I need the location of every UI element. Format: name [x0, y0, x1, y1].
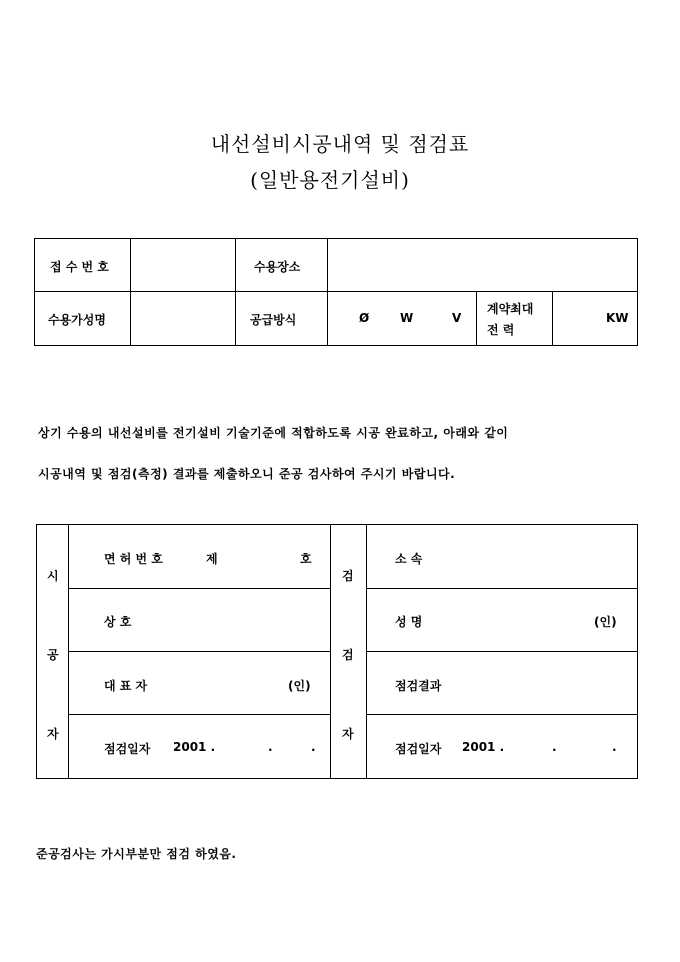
volt-unit: V: [452, 311, 462, 325]
builder-date-month-dot: .: [268, 740, 273, 754]
max-power-label-2: 전 력: [487, 323, 515, 337]
affiliation-label: 소 속: [395, 552, 423, 566]
representative-label: 대 표 자: [104, 679, 148, 693]
footer-note: 준공검사는 가시부분만 점검 하였음.: [36, 847, 237, 861]
bottom-row-line: [68, 714, 331, 715]
bottom-row-line: [366, 651, 637, 652]
inspection-date-day-dot: .: [612, 740, 617, 754]
builder-side-char-1: 시: [47, 569, 59, 583]
document-title: 내선설비시공내역 및 점검표: [210, 132, 470, 156]
phase-symbol: Ø: [359, 311, 370, 325]
customer-name-field[interactable]: [131, 292, 234, 344]
license-je: 제: [206, 552, 218, 566]
builder-date-year: 2001 .: [173, 740, 216, 754]
bottom-row-line: [68, 651, 331, 652]
inspection-date-label: 점검일자: [395, 742, 442, 756]
company-name-label: 상 호: [104, 615, 132, 629]
license-number-label: 면 허 번 호: [104, 552, 163, 566]
max-power-label: 계약최대: [487, 302, 534, 316]
reception-number-label: 접 수 번 호: [50, 260, 109, 274]
inspector-side-char-2: 검: [342, 648, 354, 662]
location-label: 수용장소: [254, 260, 301, 274]
inspector-side-char-3: 자: [342, 727, 354, 741]
top-table-col-line: [235, 238, 236, 345]
request-text-line-1: 상기 수용의 내선설비를 전기설비 기술기준에 적합하도록 시공 완료하고, 아래와 같이: [38, 426, 509, 440]
bottom-row-line: [366, 588, 637, 589]
bottom-row-line: [68, 588, 331, 589]
request-text-line-2: 시공내역 및 점검(측정) 결과를 제출하오니 준공 검사하여 주시기 바랍니다.: [38, 467, 456, 481]
reception-number-field[interactable]: [131, 239, 234, 290]
representative-seal: (인): [288, 679, 311, 693]
builder-side-char-3: 자: [47, 727, 59, 741]
bottom-row-line: [366, 714, 637, 715]
wire-unit: W: [400, 311, 414, 325]
inspection-date-month-dot: .: [552, 740, 557, 754]
inspector-side-char-1: 검: [342, 569, 354, 583]
license-ho: 호: [300, 552, 312, 566]
inspector-seal: (인): [594, 615, 617, 629]
inspection-result-label: 점검결과: [395, 679, 442, 693]
top-table-col-line: [552, 291, 553, 345]
location-field[interactable]: [328, 239, 635, 290]
builder-date-day-dot: .: [311, 740, 316, 754]
top-table-col-line: [476, 291, 477, 345]
inspector-name-label: 성 명: [395, 615, 423, 629]
customer-name-label: 수용가성명: [48, 313, 106, 327]
builder-date-label: 점검일자: [104, 742, 151, 756]
supply-method-label: 공급방식: [250, 313, 297, 327]
builder-side-char-2: 공: [47, 648, 59, 662]
kw-unit: KW: [606, 311, 629, 325]
document-subtitle: (일반용전기설비): [250, 168, 410, 192]
inspection-date-year: 2001 .: [462, 740, 505, 754]
top-table-divider: [34, 291, 637, 292]
